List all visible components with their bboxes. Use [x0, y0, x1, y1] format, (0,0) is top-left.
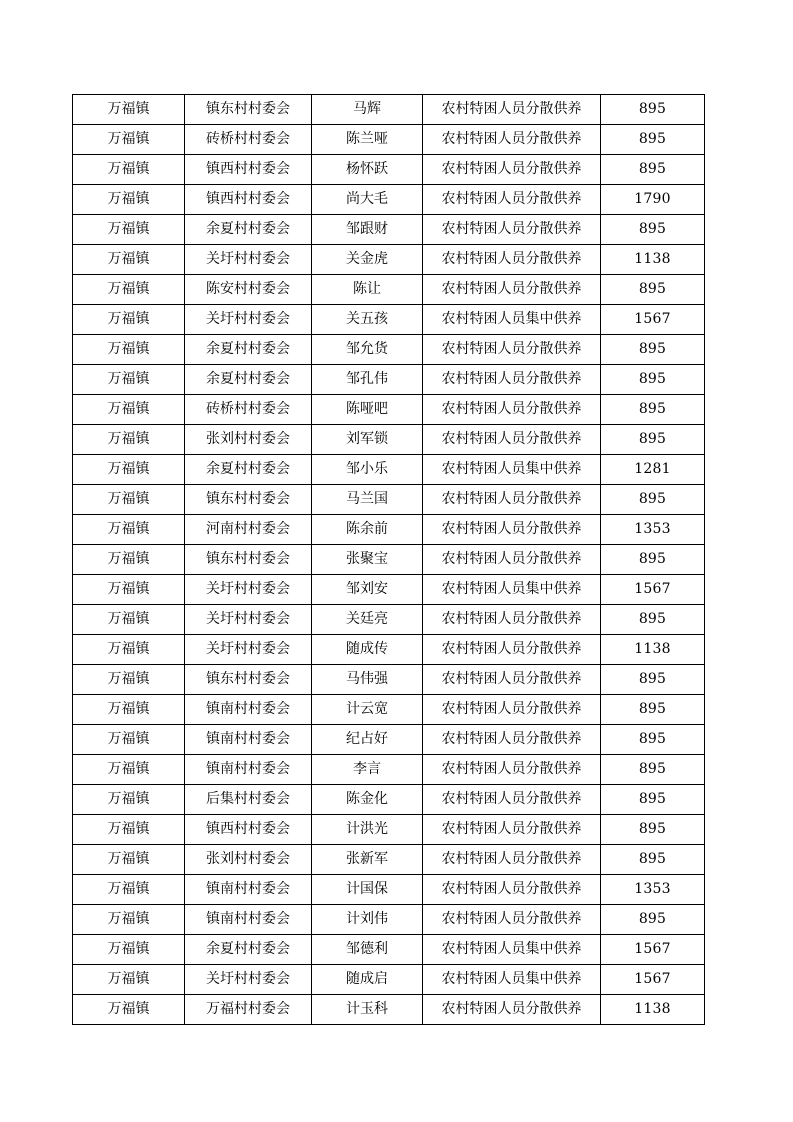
- person-name-cell: 张新军: [312, 845, 423, 875]
- support-type-cell: 农村特困人员分散供养: [423, 665, 601, 695]
- village-committee-cell: 镇南村村委会: [185, 875, 312, 905]
- town-cell: 万福镇: [73, 665, 185, 695]
- table-row: [73, 545, 705, 575]
- person-name-cell: 关五孩: [312, 305, 423, 335]
- amount-cell: 895: [601, 365, 705, 395]
- amount-cell: 895: [601, 485, 705, 515]
- amount-cell: 895: [601, 95, 705, 125]
- support-type-cell: 农村特困人员集中供养: [423, 455, 601, 485]
- amount-cell: 895: [601, 545, 705, 575]
- amount-cell: 895: [601, 275, 705, 305]
- person-name-cell: 尚大毛: [312, 185, 423, 215]
- person-name-cell: 计洪光: [312, 815, 423, 845]
- support-type-cell: 农村特困人员分散供养: [423, 365, 601, 395]
- person-name-cell: 关廷亮: [312, 605, 423, 635]
- table-row: [73, 575, 705, 605]
- amount-cell: 895: [601, 845, 705, 875]
- table-row: [73, 365, 705, 395]
- amount-cell: 1353: [601, 875, 705, 905]
- support-type-cell: 农村特困人员分散供养: [423, 425, 601, 455]
- table-row: [73, 515, 705, 545]
- amount-cell: 895: [601, 215, 705, 245]
- town-cell: 万福镇: [73, 275, 185, 305]
- person-name-cell: 马辉: [312, 95, 423, 125]
- table-row: [73, 155, 705, 185]
- person-name-cell: 随成启: [312, 965, 423, 995]
- town-cell: 万福镇: [73, 605, 185, 635]
- amount-cell: 895: [601, 695, 705, 725]
- village-committee-cell: 余夏村村委会: [185, 215, 312, 245]
- town-cell: 万福镇: [73, 485, 185, 515]
- table-row: [73, 755, 705, 785]
- table-row: [73, 605, 705, 635]
- person-name-cell: 陈兰哑: [312, 125, 423, 155]
- town-cell: 万福镇: [73, 455, 185, 485]
- support-type-cell: 农村特困人员分散供养: [423, 335, 601, 365]
- amount-cell: 1138: [601, 635, 705, 665]
- person-name-cell: 陈金化: [312, 785, 423, 815]
- amount-cell: 895: [601, 905, 705, 935]
- town-cell: 万福镇: [73, 545, 185, 575]
- town-cell: 万福镇: [73, 245, 185, 275]
- village-committee-cell: 关圩村村委会: [185, 245, 312, 275]
- table-row: [73, 875, 705, 905]
- table-row: [73, 215, 705, 245]
- amount-cell: 1138: [601, 995, 705, 1025]
- amount-cell: 1281: [601, 455, 705, 485]
- village-committee-cell: 余夏村村委会: [185, 455, 312, 485]
- person-name-cell: 陈让: [312, 275, 423, 305]
- village-committee-cell: 河南村村委会: [185, 515, 312, 545]
- village-committee-cell: 余夏村村委会: [185, 935, 312, 965]
- town-cell: 万福镇: [73, 905, 185, 935]
- person-name-cell: 关金虎: [312, 245, 423, 275]
- amount-cell: 895: [601, 605, 705, 635]
- town-cell: 万福镇: [73, 965, 185, 995]
- table-row: [73, 245, 705, 275]
- amount-cell: 1567: [601, 575, 705, 605]
- amount-cell: 895: [601, 665, 705, 695]
- support-type-cell: 农村特困人员集中供养: [423, 965, 601, 995]
- table-row: [73, 995, 705, 1025]
- person-name-cell: 张聚宝: [312, 545, 423, 575]
- village-committee-cell: 张刘村村委会: [185, 425, 312, 455]
- village-committee-cell: 余夏村村委会: [185, 335, 312, 365]
- town-cell: 万福镇: [73, 365, 185, 395]
- town-cell: 万福镇: [73, 725, 185, 755]
- town-cell: 万福镇: [73, 575, 185, 605]
- person-name-cell: 马伟强: [312, 665, 423, 695]
- amount-cell: 895: [601, 395, 705, 425]
- town-cell: 万福镇: [73, 185, 185, 215]
- village-committee-cell: 关圩村村委会: [185, 965, 312, 995]
- town-cell: 万福镇: [73, 395, 185, 425]
- amount-cell: 895: [601, 755, 705, 785]
- person-name-cell: 陈哑吧: [312, 395, 423, 425]
- table-row: [73, 635, 705, 665]
- table-row: [73, 455, 705, 485]
- amount-cell: 895: [601, 815, 705, 845]
- amount-cell: 895: [601, 125, 705, 155]
- support-type-cell: 农村特困人员分散供养: [423, 245, 601, 275]
- village-committee-cell: 镇西村村委会: [185, 185, 312, 215]
- town-cell: 万福镇: [73, 155, 185, 185]
- person-name-cell: 计云宽: [312, 695, 423, 725]
- table-row: [73, 335, 705, 365]
- support-type-cell: 农村特困人员集中供养: [423, 575, 601, 605]
- amount-cell: 1790: [601, 185, 705, 215]
- village-committee-cell: 陈安村村委会: [185, 275, 312, 305]
- village-committee-cell: 镇东村村委会: [185, 95, 312, 125]
- amount-cell: 895: [601, 725, 705, 755]
- table-row: [73, 305, 705, 335]
- support-type-cell: 农村特困人员分散供养: [423, 605, 601, 635]
- person-name-cell: 邹小乐: [312, 455, 423, 485]
- town-cell: 万福镇: [73, 755, 185, 785]
- amount-cell: 1567: [601, 965, 705, 995]
- person-name-cell: 邹跟财: [312, 215, 423, 245]
- town-cell: 万福镇: [73, 305, 185, 335]
- village-committee-cell: 关圩村村委会: [185, 305, 312, 335]
- town-cell: 万福镇: [73, 875, 185, 905]
- village-committee-cell: 关圩村村委会: [185, 635, 312, 665]
- table-row: [73, 485, 705, 515]
- table-row: [73, 905, 705, 935]
- village-committee-cell: 镇东村村委会: [185, 665, 312, 695]
- table-body: [73, 95, 705, 1025]
- support-type-cell: 农村特困人员分散供养: [423, 125, 601, 155]
- town-cell: 万福镇: [73, 995, 185, 1025]
- village-committee-cell: 镇南村村委会: [185, 695, 312, 725]
- table-row: [73, 725, 705, 755]
- amount-cell: 1567: [601, 935, 705, 965]
- town-cell: 万福镇: [73, 425, 185, 455]
- support-type-cell: 农村特困人员分散供养: [423, 875, 601, 905]
- village-committee-cell: 万福村村委会: [185, 995, 312, 1025]
- table-row: [73, 935, 705, 965]
- town-cell: 万福镇: [73, 335, 185, 365]
- town-cell: 万福镇: [73, 635, 185, 665]
- town-cell: 万福镇: [73, 125, 185, 155]
- village-committee-cell: 镇南村村委会: [185, 905, 312, 935]
- village-committee-cell: 砖桥村村委会: [185, 395, 312, 425]
- support-type-cell: 农村特困人员集中供养: [423, 305, 601, 335]
- support-type-cell: 农村特困人员分散供养: [423, 755, 601, 785]
- support-type-cell: 农村特困人员分散供养: [423, 185, 601, 215]
- support-type-cell: 农村特困人员分散供养: [423, 485, 601, 515]
- village-committee-cell: 余夏村村委会: [185, 365, 312, 395]
- village-committee-cell: 镇东村村委会: [185, 545, 312, 575]
- table-row: [73, 845, 705, 875]
- support-type-cell: 农村特困人员分散供养: [423, 545, 601, 575]
- person-name-cell: 陈余前: [312, 515, 423, 545]
- person-name-cell: 邹允货: [312, 335, 423, 365]
- support-type-cell: 农村特困人员分散供养: [423, 155, 601, 185]
- support-type-cell: 农村特困人员分散供养: [423, 995, 601, 1025]
- table-row: [73, 395, 705, 425]
- town-cell: 万福镇: [73, 95, 185, 125]
- village-committee-cell: 镇东村村委会: [185, 485, 312, 515]
- table-row: [73, 695, 705, 725]
- support-type-cell: 农村特困人员分散供养: [423, 395, 601, 425]
- person-name-cell: 纪占好: [312, 725, 423, 755]
- person-name-cell: 杨怀跃: [312, 155, 423, 185]
- town-cell: 万福镇: [73, 935, 185, 965]
- support-type-cell: 农村特困人员集中供养: [423, 935, 601, 965]
- person-name-cell: 邹刘安: [312, 575, 423, 605]
- amount-cell: 895: [601, 425, 705, 455]
- support-type-cell: 农村特困人员分散供养: [423, 815, 601, 845]
- village-committee-cell: 镇南村村委会: [185, 755, 312, 785]
- amount-cell: 1138: [601, 245, 705, 275]
- village-committee-cell: 镇西村村委会: [185, 815, 312, 845]
- person-name-cell: 计国保: [312, 875, 423, 905]
- village-committee-cell: 砖桥村村委会: [185, 125, 312, 155]
- person-name-cell: 邹孔伟: [312, 365, 423, 395]
- amount-cell: 1567: [601, 305, 705, 335]
- table-row: [73, 815, 705, 845]
- support-type-cell: 农村特困人员分散供养: [423, 275, 601, 305]
- support-type-cell: 农村特困人员分散供养: [423, 725, 601, 755]
- person-name-cell: 计玉科: [312, 995, 423, 1025]
- person-name-cell: 邹德利: [312, 935, 423, 965]
- town-cell: 万福镇: [73, 785, 185, 815]
- town-cell: 万福镇: [73, 695, 185, 725]
- town-cell: 万福镇: [73, 845, 185, 875]
- support-type-cell: 农村特困人员分散供养: [423, 215, 601, 245]
- table-row: [73, 665, 705, 695]
- amount-cell: 895: [601, 335, 705, 365]
- support-type-cell: 农村特困人员分散供养: [423, 515, 601, 545]
- town-cell: 万福镇: [73, 515, 185, 545]
- person-name-cell: 随成传: [312, 635, 423, 665]
- village-committee-cell: 镇南村村委会: [185, 725, 312, 755]
- table-row: [73, 125, 705, 155]
- village-committee-cell: 后集村村委会: [185, 785, 312, 815]
- person-name-cell: 计刘伟: [312, 905, 423, 935]
- support-type-cell: 农村特困人员分散供养: [423, 845, 601, 875]
- village-committee-cell: 关圩村村委会: [185, 575, 312, 605]
- amount-cell: 895: [601, 785, 705, 815]
- village-committee-cell: 关圩村村委会: [185, 605, 312, 635]
- amount-cell: 1353: [601, 515, 705, 545]
- support-type-cell: 农村特困人员分散供养: [423, 95, 601, 125]
- table-row: [73, 965, 705, 995]
- table-row: [73, 275, 705, 305]
- support-type-cell: 农村特困人员分散供养: [423, 695, 601, 725]
- support-type-cell: 农村特困人员分散供养: [423, 635, 601, 665]
- support-type-cell: 农村特困人员分散供养: [423, 785, 601, 815]
- person-name-cell: 刘军锁: [312, 425, 423, 455]
- table-row: [73, 95, 705, 125]
- town-cell: 万福镇: [73, 815, 185, 845]
- support-type-cell: 农村特困人员分散供养: [423, 905, 601, 935]
- table-row: [73, 425, 705, 455]
- table-row: [73, 785, 705, 815]
- village-committee-cell: 张刘村村委会: [185, 845, 312, 875]
- table-row: [73, 185, 705, 215]
- person-name-cell: 马兰国: [312, 485, 423, 515]
- relief-roster-table: [72, 94, 705, 1025]
- town-cell: 万福镇: [73, 215, 185, 245]
- person-name-cell: 李言: [312, 755, 423, 785]
- amount-cell: 895: [601, 155, 705, 185]
- village-committee-cell: 镇西村村委会: [185, 155, 312, 185]
